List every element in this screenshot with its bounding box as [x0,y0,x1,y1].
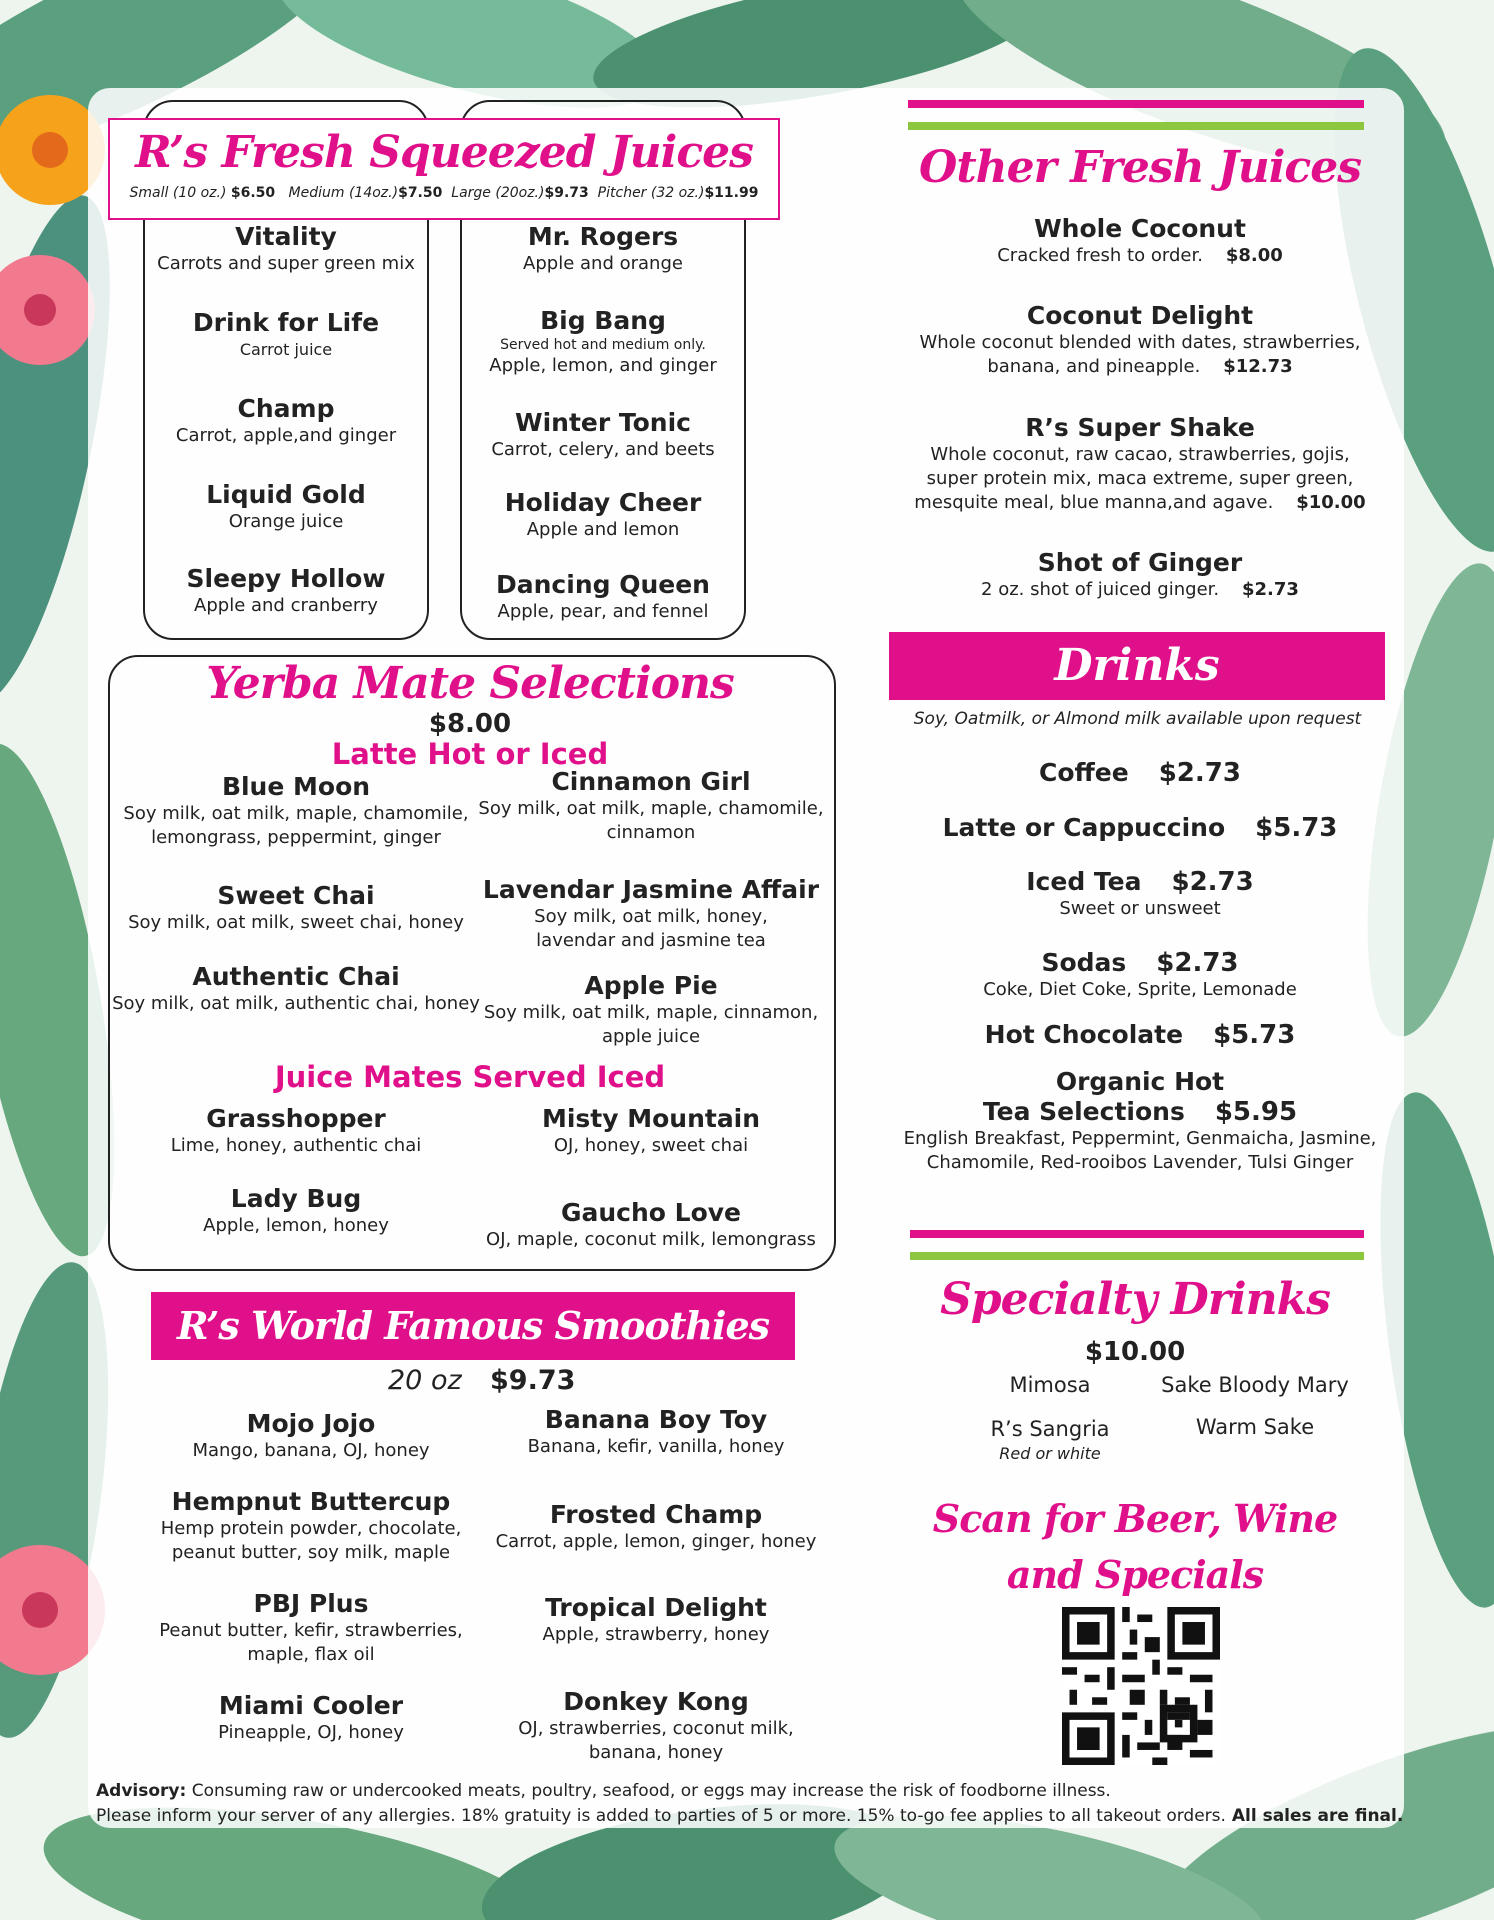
size-medium-label: Medium (14oz.) [288,185,399,201]
juice-note: Served hot and medium only. [500,337,706,353]
juice-name: Dancing Queen [496,570,710,599]
yerba-name: Lavendar Jasmine Affair [482,875,820,904]
smoothie-name: PBJ Plus [253,1589,369,1618]
specialty-item [965,1415,1135,1465]
size-pitcher-price: $11.99 [704,185,759,201]
yerba-desc: OJ, maple, coconut milk, lemongrass [486,1229,816,1250]
drink-item [880,758,1400,788]
juice-item [460,408,746,462]
other-juice-price: $12.73 [1223,356,1293,377]
yerba-item [466,767,836,845]
yerba-desc: Soy milk, oat milk, maple, cinnamon, [483,1002,819,1023]
smoothie-name: Miami Cooler [218,1691,404,1720]
smoothie-item [480,1405,832,1459]
specialty-item: Warm Sake [1195,1415,1315,1439]
yerba-price: $8.00 [428,709,512,739]
yerba-desc: cinnamon [606,822,696,843]
smoothie-desc: Mango, banana, OJ, honey [192,1440,430,1461]
yerba-desc: Soy milk, oat milk, authentic chai, honey [112,993,480,1014]
juice-desc: Apple, lemon, and ginger [489,355,717,376]
other-juice-desc: Cracked fresh to order. [997,245,1203,266]
drink-name: Coffee [1039,758,1129,787]
juice-desc: Apple and cranberry [194,595,378,616]
scan-line1: Scan for Beer, Wine [932,1496,1338,1541]
juice-desc: Apple, pear, and fennel [497,601,709,622]
yerba-desc: lemongrass, peppermint, ginger [151,827,441,848]
qr-code-icon[interactable] [1062,1607,1220,1765]
drink-price: $2.73 [1158,758,1241,788]
smoothie-desc: Hemp protein powder, chocolate, [160,1518,462,1539]
footer-policies [96,1804,1476,1828]
specialty-item: Mimosa [1009,1373,1091,1397]
smoothie-item [128,1409,494,1463]
smoothie-desc: Peanut butter, kefir, strawberries, [159,1620,463,1641]
tea-name-line2: Tea Selections [982,1097,1185,1126]
other-juice-desc: mesquite meal, blue manna,and agave. [914,492,1274,513]
divider-green [908,122,1364,130]
drink-item [880,867,1400,921]
drink-name: Sodas [1041,948,1127,977]
juice-item [143,394,429,448]
juices-title: R’s Fresh Squeezed Juices [135,127,753,178]
smoothies-banner [151,1292,795,1360]
yerba-name: Misty Mountain [541,1104,761,1133]
smoothie-desc: peanut butter, soy milk, maple [171,1542,451,1563]
yerba-item [108,1184,484,1238]
smoothie-name: Tropical Delight [545,1593,767,1622]
juice-desc: Apple and orange [523,253,683,274]
drinks-banner [889,632,1385,700]
footer-advisory [96,1779,1456,1803]
yerba-desc: Soy milk, oat milk, maple, chamomile, [478,798,824,819]
juice-desc: Orange juice [228,511,344,532]
juice-name: Big Bang [540,306,666,335]
final-sale-text: All sales are final. [1225,1806,1404,1826]
juice-item [460,222,746,276]
drink-price: $5.73 [1213,1020,1296,1050]
tea-item [880,1067,1400,1175]
other-juice-name: Whole Coconut [1034,214,1246,243]
other-juice-item [880,548,1400,602]
smoothie-name: Donkey Kong [563,1687,749,1716]
yerba-item [108,962,484,1016]
yerba-title: Yerba Mate Selections [206,658,734,709]
yerba-desc: Apple, lemon, honey [203,1215,389,1236]
drink-item [880,1020,1400,1050]
yerba-desc: Soy milk, oat milk, maple, chamomile, [123,803,469,824]
juice-item [143,308,429,362]
yerba-item [108,772,484,850]
other-juice-price: $10.00 [1296,492,1366,513]
yerba-item [466,971,836,1049]
size-large-label: Large (20oz.) [451,185,545,201]
yerba-name: Blue Moon [221,772,371,801]
size-pitcher-label: Pitcher (32 oz.) [597,185,705,201]
juice-desc: Carrot, celery, and beets [491,439,715,460]
yerba-name: Lady Bug [230,1184,362,1213]
juice-name: Holiday Cheer [504,488,702,517]
iced-heading: Juice Mates Served Iced [274,1060,666,1094]
other-juices-title: Other Fresh Juices [919,142,1361,193]
yerba-desc: Soy milk, oat milk, honey, [534,906,768,927]
scan-text [880,1491,1390,1603]
drink-price: $5.73 [1255,813,1338,843]
scan-line2: and Specials [1006,1552,1264,1597]
smoothie-desc: Apple, strawberry, honey [542,1624,770,1645]
other-juice-price: $2.73 [1242,579,1299,600]
divider-pink [908,100,1364,108]
yerba-desc: OJ, honey, sweet chai [553,1135,749,1156]
drink-desc: Sweet or unsweet [1059,898,1221,919]
advisory-text: Consuming raw or undercooked meats, poultry, seafood, or eggs may increase the risk of foodborne illness. [186,1781,1111,1801]
divider-pink [910,1230,1364,1238]
size-small-label: Small (10 oz.) [129,185,227,201]
smoothie-desc: Pineapple, OJ, honey [218,1722,404,1743]
yerba-desc: lavendar and jasmine tea [536,930,766,951]
juice-desc: Apple and lemon [526,519,680,540]
policy-text: Please inform your server of any allergies. 18% gratuity is added to parties of 5 or more. 15% to-go fee applies to all takeout orders. [96,1806,1226,1826]
latte-heading: Latte Hot or Iced [331,737,609,771]
smoothie-desc: OJ, strawberries, coconut milk, [518,1718,794,1739]
other-juice-desc: super protein mix, maca extreme, super green, [926,468,1354,489]
other-juice-name: Shot of Ginger [1037,548,1243,577]
juice-name: Vitality [235,222,337,251]
tea-desc: English Breakfast, Peppermint, Genmaicha, Jasmine, [903,1128,1377,1149]
other-juice-name: R’s Super Shake [1025,413,1255,442]
specialty-item: Sake Bloody Mary [1161,1373,1349,1397]
smoothie-desc: banana, honey [588,1742,724,1763]
specialty-title: Specialty Drinks [940,1274,1330,1325]
drink-item [880,813,1400,843]
juice-item [143,564,429,618]
specialty-item-name: R’s Sangria [990,1417,1110,1441]
other-juice-item [880,413,1400,515]
juice-name: Liquid Gold [206,480,366,509]
specialty-item-note: Red or white [999,1444,1101,1463]
juice-desc: Carrot juice [239,340,333,359]
size-small-price: $6.50 [230,185,276,201]
yerba-name: Gaucho Love [560,1198,742,1227]
yerba-name: Authentic Chai [192,962,400,991]
tea-price: $5.95 [1214,1097,1298,1127]
drink-name: Hot Chocolate [984,1020,1184,1049]
divider-green [910,1252,1364,1260]
specialty-price: $10.00 [1084,1337,1186,1367]
yerba-desc: Lime, honey, authentic chai [170,1135,422,1156]
other-juice-desc: 2 oz. shot of juiced ginger. [981,579,1220,600]
other-juice-price: $8.00 [1225,245,1283,266]
smoothie-name: Hempnut Buttercup [171,1487,451,1516]
other-juice-name: Coconut Delight [1026,301,1254,330]
drink-price: $2.73 [1156,948,1239,978]
other-juice-desc: Whole coconut, raw cacao, strawberries, gojis, [930,444,1350,465]
smoothie-item [128,1691,494,1745]
drink-desc: Coke, Diet Coke, Sprite, Lemonade [983,979,1297,1000]
drinks-subtitle: Soy, Oatmilk, or Almond milk available upon request [913,709,1362,729]
smoothie-desc: maple, flax oil [247,1644,375,1665]
yerba-item [108,1104,484,1158]
drink-price: $2.73 [1171,867,1254,897]
smoothie-desc: Banana, kefir, vanilla, honey [527,1436,785,1457]
size-large-price: $9.73 [544,185,589,201]
yerba-name: Grasshopper [206,1104,386,1133]
smoothie-name: Mojo Jojo [246,1409,376,1438]
juice-item [143,222,429,276]
yerba-name: Apple Pie [584,971,718,1000]
other-juice-item [880,301,1400,379]
advisory-label: Advisory: [96,1781,187,1801]
juice-name: Mr. Rogers [527,222,679,251]
yerba-desc: Soy milk, oat milk, sweet chai, honey [128,912,464,933]
drinks-title: Drinks [1054,640,1220,691]
tea-desc: Chamomile, Red-rooibos Lavender, Tulsi Ginger [926,1152,1354,1173]
juice-item [460,488,746,542]
smoothie-item [128,1589,494,1667]
other-juice-desc: Whole coconut blended with dates, strawberries, [919,332,1361,353]
smoothie-item [480,1593,832,1647]
juice-sizes [110,182,778,204]
smoothie-price: $9.73 [490,1365,576,1396]
juice-item [460,570,746,624]
juices-header [108,118,780,220]
juice-name: Sleepy Hollow [186,564,386,593]
size-medium-price: $7.50 [398,185,443,201]
smoothie-name: Frosted Champ [549,1500,763,1529]
juice-item [143,480,429,534]
other-juice-desc: banana, and pineapple. [987,356,1201,377]
smoothie-item [128,1487,494,1565]
smoothie-item [480,1500,832,1554]
yerba-desc: apple juice [601,1026,701,1047]
yerba-name: Sweet Chai [217,881,375,910]
smoothie-item [480,1687,832,1765]
drink-name: Latte or Cappuccino [942,813,1226,842]
juice-desc: Carrots and super green mix [157,253,415,274]
juice-item [460,306,746,378]
drink-name: Iced Tea [1026,867,1142,896]
tea-name-line1: Organic Hot [1055,1067,1225,1096]
smoothie-name: Banana Boy Toy [544,1405,768,1434]
yerba-item [108,881,484,935]
juice-name: Drink for Life [192,308,380,337]
other-juice-item [880,214,1400,268]
yerba-name: Cinnamon Girl [551,767,751,796]
juice-name: Winter Tonic [515,408,691,437]
drink-item [880,948,1400,1002]
yerba-item [466,875,836,953]
yerba-item [466,1198,836,1252]
smoothie-desc: Carrot, apple, lemon, ginger, honey [495,1531,817,1552]
juice-name: Champ [237,394,335,423]
yerba-item [466,1104,836,1158]
smoothie-size: 20 oz [388,1365,462,1396]
juice-desc: Carrot, apple,and ginger [175,425,397,446]
smoothies-title: R’s World Famous Smoothies [176,1303,770,1348]
